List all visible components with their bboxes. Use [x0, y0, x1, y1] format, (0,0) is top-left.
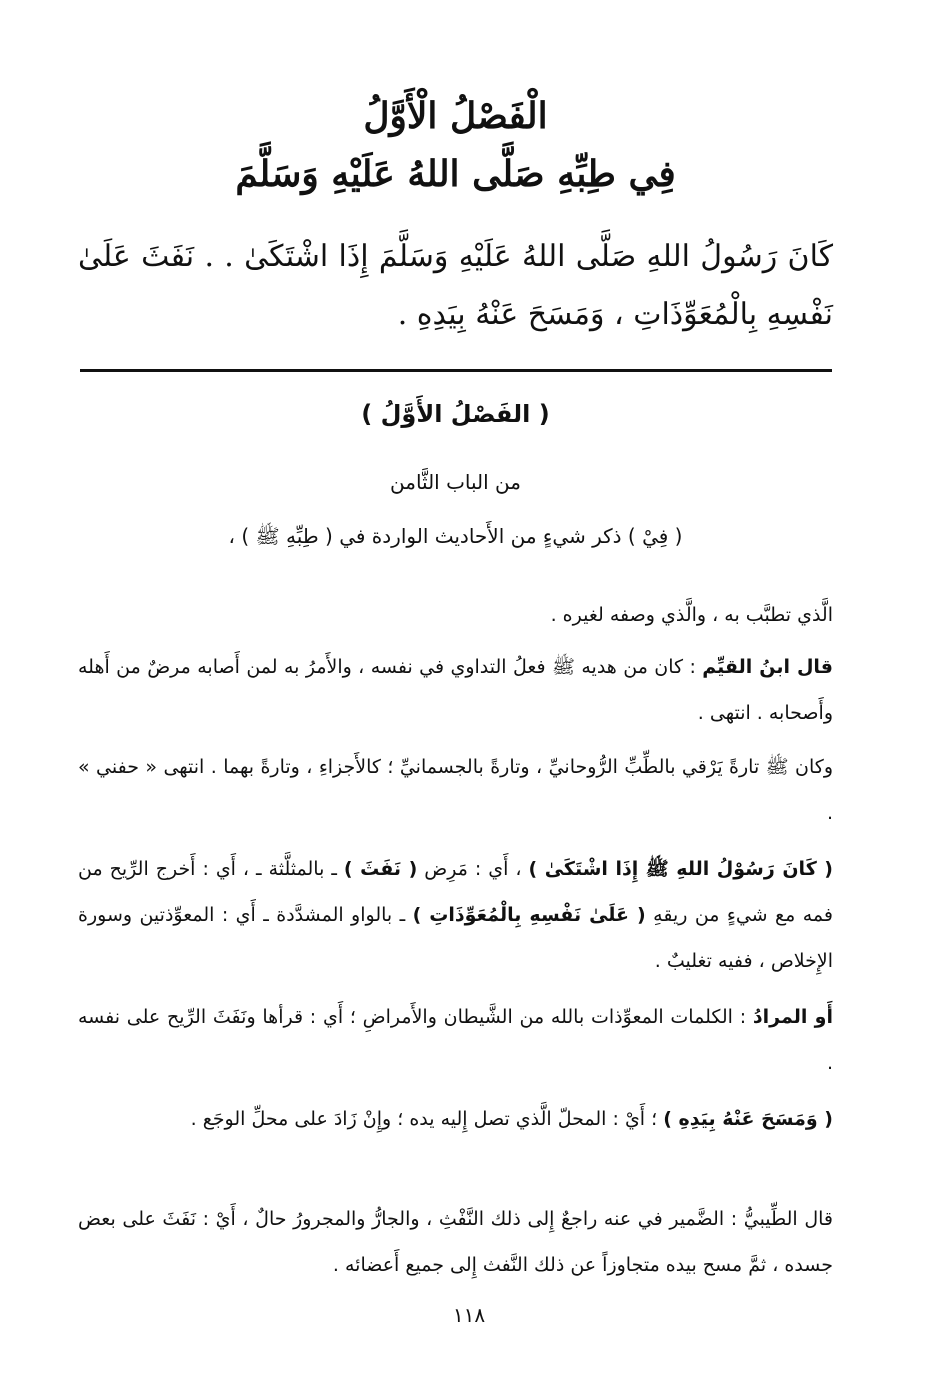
commentary-paragraph-3: [78, 744, 833, 836]
hadith-quote: ( عَلَىٰ نَفْسِهِ بِالْمُعَوِّذَاتِ ): [412, 904, 646, 926]
paragraph-text: الَّذي تطبَّب به ، والَّذي وصفه لغيره .: [550, 604, 833, 626]
paragraph-text: قال الطِّيبيُّ : الضَّمير في عنه راجعٌ إِلى ذلك النَّفْثِ ، والجارُّ والمجرورُ حالٌ ، أَيْ : نَفَثَ على بعض جسده ، ثمَّ مسح بيده متجاوزاً عن ذلك النَّفث إِلى جميع أَعضائه .: [78, 1208, 833, 1276]
paragraph-text: : كان من هديه ﷺ فعلُ التداوي في نفسه ، والأَمرُ به لمن أَصابه مرضٌ من أَهله وأَصحابه . انتهى .: [78, 656, 833, 724]
paragraph-text: ، أَي : مَرِض: [417, 858, 529, 880]
quoted-author: قال ابنُ القيِّم: [702, 656, 833, 678]
term-lead: أَو المرادُ: [752, 1006, 834, 1028]
hadith-text: كَانَ رَسُولُ اللهِ صَلَّى اللهُ عَلَيْهِ وَسَلَّمَ إِذَا اشْتَكَىٰ . . نَفَثَ عَلَىٰ نَفْسِهِ بِالْمُعَوِّذَاتِ ، وَمَسَحَ عَنْهُ بِيَدِهِ .: [78, 239, 833, 332]
commentary-paragraph-1: [78, 592, 833, 638]
paragraph-text: ؛ أَيْ : المحلّ الَّذي تصل إِليه يده ؛ وإِنْ زَادَ على محلِّ الوجَع .: [190, 1108, 664, 1130]
commentary-paragraph-2: [78, 644, 833, 736]
commentary-paragraph-7: [78, 1196, 833, 1288]
commentary-paragraph-4: [78, 846, 833, 984]
divider-line: [80, 369, 832, 372]
chapter-subtitle: فِي طِبِّهِ صَلَّى اللهُ عَلَيْهِ وَسَلَّمَ: [235, 153, 676, 195]
paragraph-text: : الكلمات المعوِّذات بالله من الشَّيطان والأَمراضِ ؛ أَي : قرأها ونَفَثَ الرِّيح على نفسه .: [78, 1006, 833, 1074]
commentary-paragraph-6: [78, 1096, 833, 1142]
commentary-subtitle-topic: ( فِيْ ) ذكر شيءٍ من الأَحاديث الواردة في ( طِبِّهِ ﷺ ) ،: [228, 524, 683, 548]
page-number: ١١٨: [452, 1303, 486, 1327]
hadith-quote: ( كَانَ رَسُوْلُ اللهِ ﷺ إِذَا اشْتَكَىٰ ): [528, 858, 833, 880]
commentary-title: ( الفَصْلُ الأَوَّلُ ): [361, 400, 550, 428]
chapter-title: الْفَصْلُ الْأَوَّلُ: [363, 95, 548, 137]
commentary-paragraph-5: [78, 994, 833, 1086]
paragraph-text: ـ بالواو المشدَّدة ـ أَي : المعوِّذتين وسورة الإِخلاص ، ففيه تغليبٌ .: [78, 904, 833, 972]
commentary-subtitle-chapter: من الباب الثَّامن: [390, 470, 521, 494]
hadith-quote: ( وَمَسَحَ عَنْهُ بِيَدِهِ ): [663, 1108, 833, 1130]
paragraph-text: وكان ﷺ تارةً يَرْقي بالطِّبِّ الرُّوحانيِّ ، وتارةً بالجسمانيِّ ؛ كالأَجزاءِ ، وتارةً بهما . انتهى « حفني » .: [78, 756, 833, 824]
hadith-quote: ( نَفَثَ ): [343, 858, 418, 880]
paragraph-text: ـ بالمثلَّثة ـ ، أَي : أَخرج الرِّيح من فمه مع شيءٍ من ريقهِ: [78, 858, 833, 926]
